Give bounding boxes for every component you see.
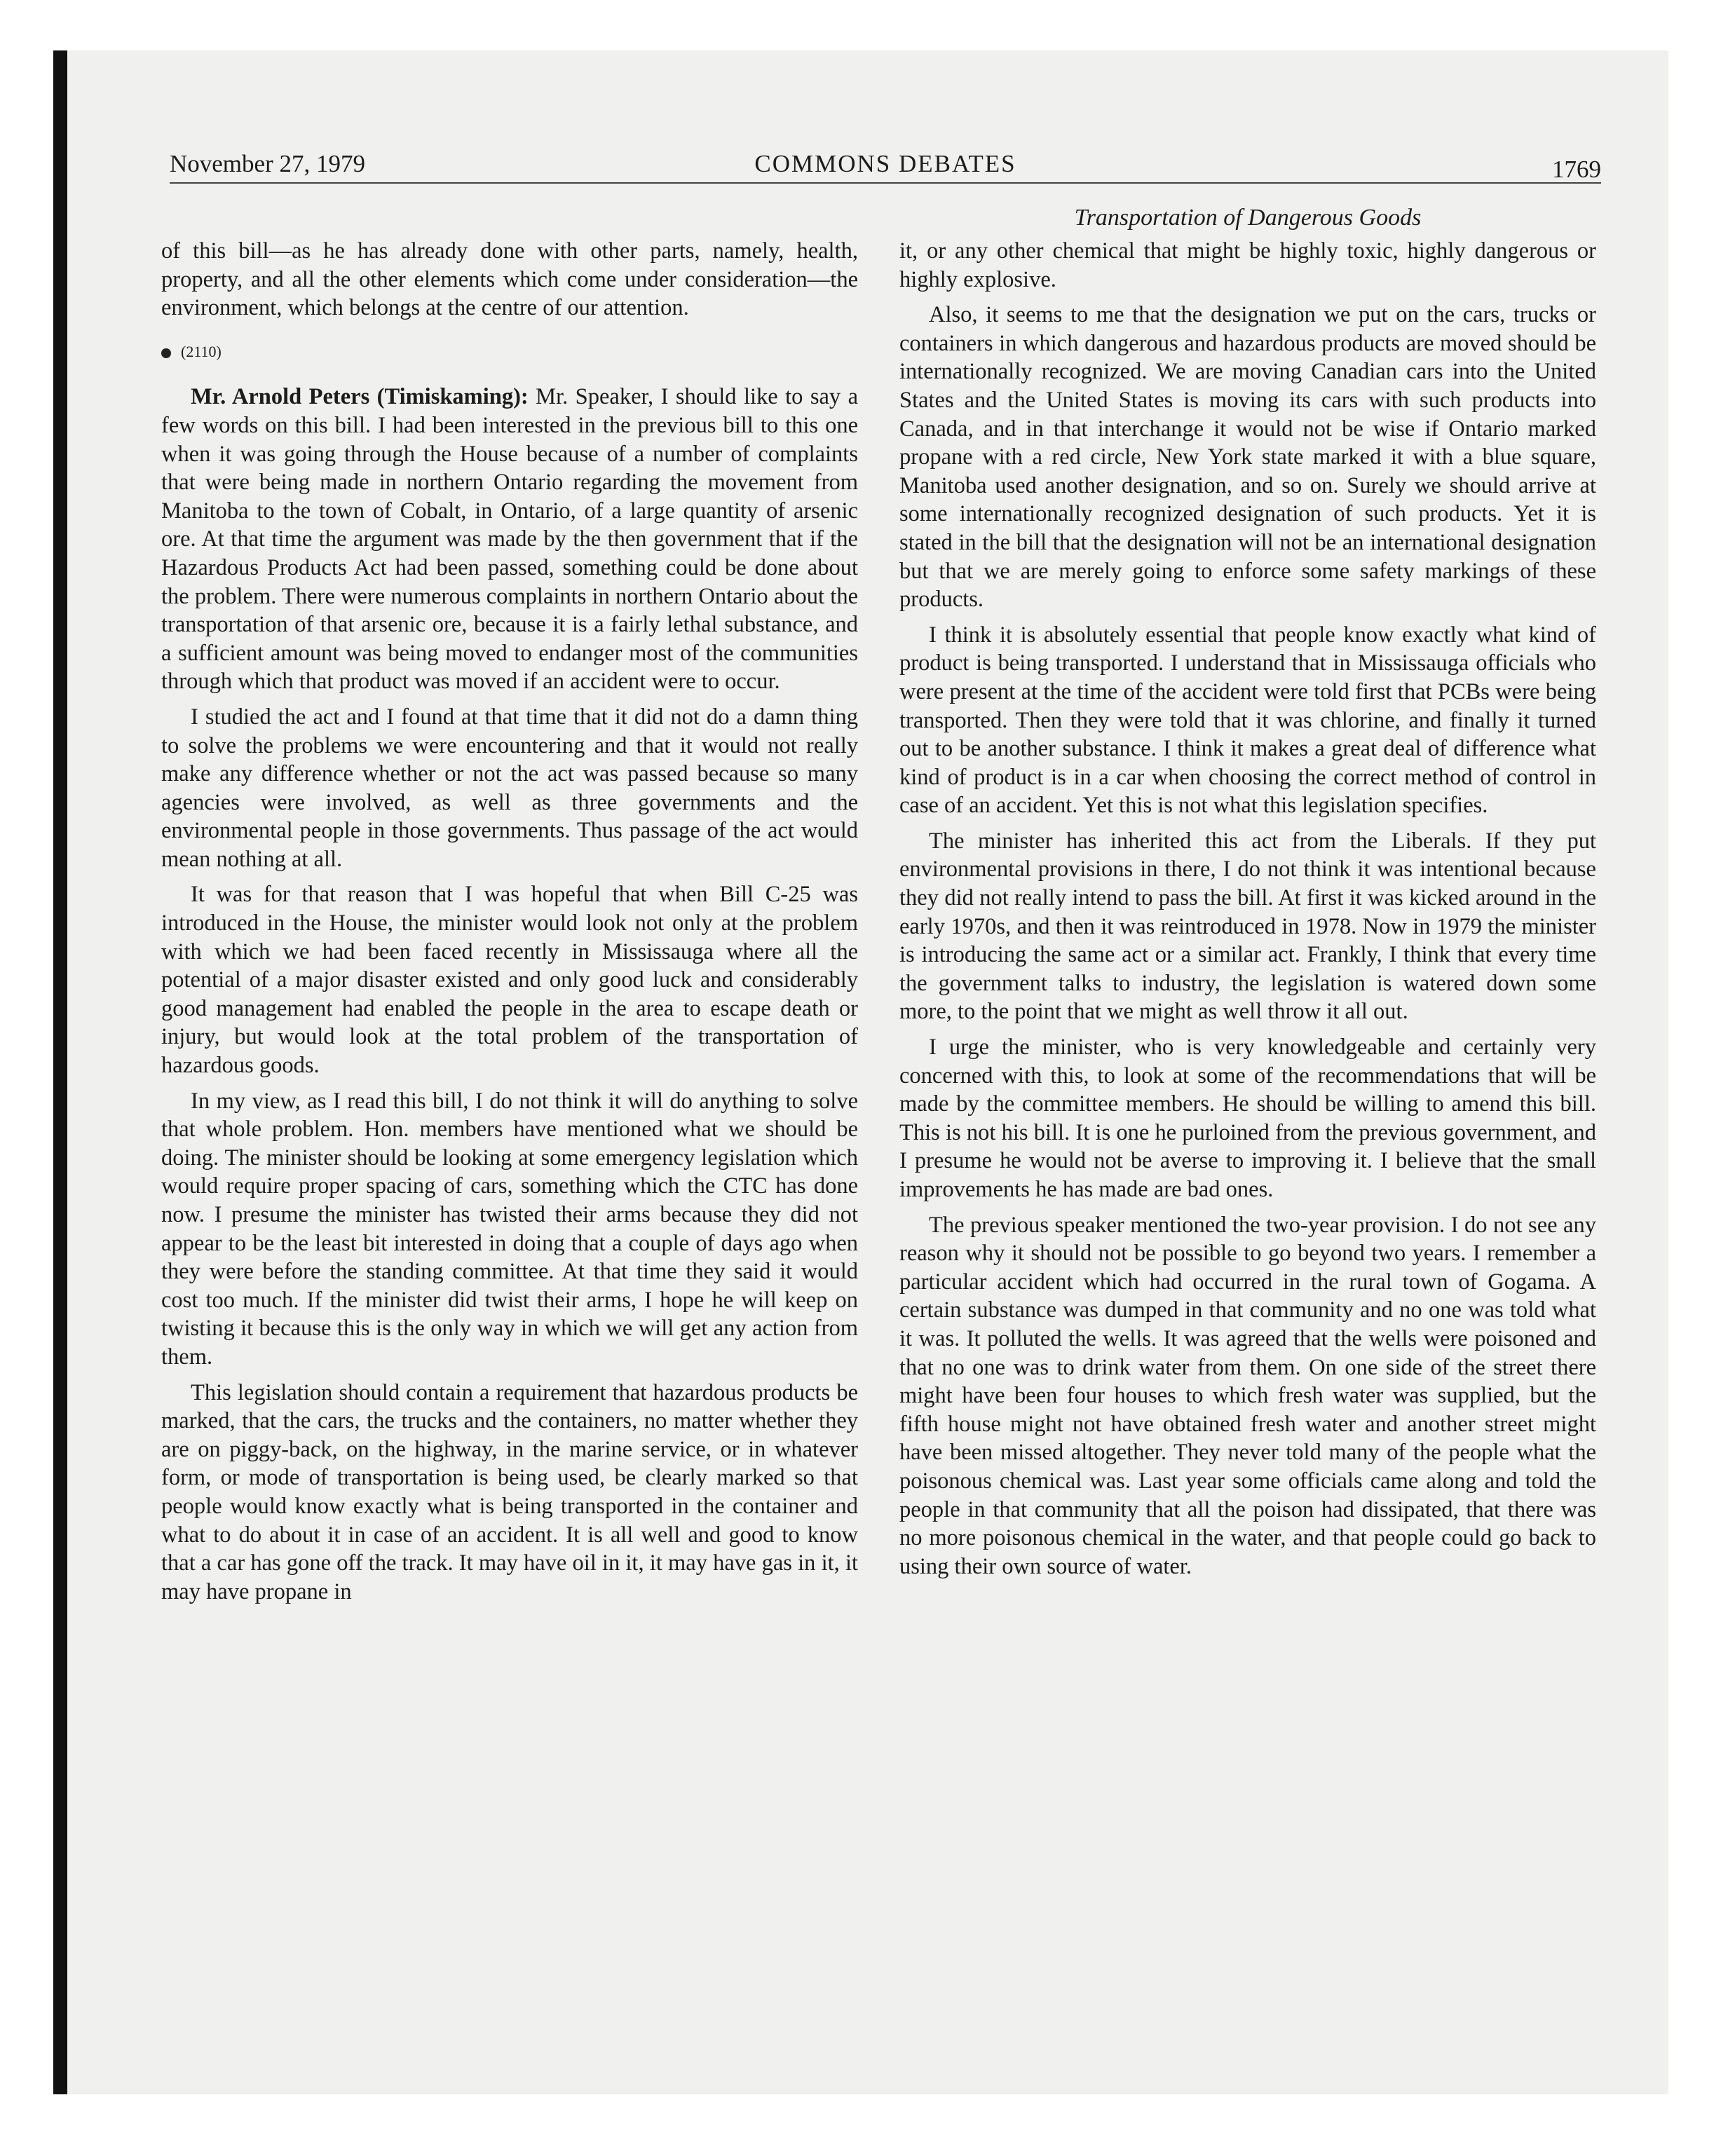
header-publication: COMMONS DEBATES bbox=[754, 150, 1016, 177]
paragraph: It was for that reason that I was hopeful that when Bill C-25 was introduced in the House, the minister would look not only at the problem with which we had been faced recently in Mississauga where all the potential of a major disaster existed and only good luck and considerably good management had enabled the people in the area to escape death or injury, but would look at the total problem of the transportation of hazardous goods. bbox=[161, 882, 858, 1079]
paragraph: This legislation should contain a requirement that hazardous products be marked, that the cars, the trucks and the containers, no matter whether they are on piggy-back, on the highway, in the marine service, or in whatever form, or mode of transportation is being used, be clearly marked so that people would know exactly what is being transported in the container and what to do about it in case of an accident. It is all well and good to know that a car has gone off the track. It may have oil in it, it may have gas in it, it may have propane in bbox=[161, 1379, 858, 1604]
paragraph: The minister has inherited this act from the Liberals. If they put environmental provisions in there, I do not think it was intentional because they did not really intend to pass the bill. At first it was kicked around in the early 1970s, and then it was reintroduced in 1978. Now in 1979 the minister is introducing the same act or a similar act. Frankly, I think that every time the government talks to industry, the legislation is watered down some more, to the point that we might as well throw it all out. bbox=[899, 828, 1596, 1025]
left-column bbox=[161, 237, 858, 1613]
time-marker-text: (2110) bbox=[181, 342, 222, 360]
paragraph: it, or any other chemical that might be highly toxic, highly dangerous or highly explosive. bbox=[899, 238, 1596, 292]
paragraph bbox=[161, 383, 858, 696]
speaker-name: Mr. Arnold Peters (Timiskaming): bbox=[191, 384, 529, 410]
binding-edge bbox=[53, 50, 67, 2094]
paragraph: Also, it seems to me that the designation we put on the cars, trucks or containers in which dangerous and hazardous products are moved should be internationally recognized. We are moving Canadian cars into the United States and the United States is moving its cars with such products into Canada, and in that interchange it would not be wise if Ontario marked propane with a red circle, New York state marked it with a blue square, Manitoba used another designation, and so on. Surely we should arrive at some internationally recognized designation of such products. Yet it is stated in the bill that the designation will not be an international designation but that we are merely going to enforce some safety markings of these products. bbox=[899, 302, 1596, 613]
speech-text: Mr. Speaker, I should like to say a few words on this bill. I had been interested in the previous bill to this one when it was going through the House because of a number of complaints that were being made in northern Ontario regarding the movement from Manitoba to the town of Cobalt, in Ontario, of a large quantity of arsenic ore. At that time the argument was made by the then government that if the Hazardous Products Act had been passed, something could be done about the problem. There were numerous complaints in northern Ontario about the transportation of that arsenic ore, because it is a fairly lethal substance, and a sufficient amount was being moved to endanger most of the communities through which that product was moved if an accident were to occur. bbox=[161, 384, 858, 695]
paragraph: of this bill—as he has already done with other parts, namely, health, property, and all the other elements which come under consideration—the environment, which belongs at the centre of our attention. bbox=[161, 238, 858, 321]
time-marker bbox=[161, 338, 858, 367]
header-page-number: 1769 bbox=[1552, 156, 1601, 183]
paragraph: I think it is absolutely essential that people know exactly what kind of product is being transported. I understand that in Mississauga officials who were present at the time of the accident were told first that PCBs were being transported. Then they were told that it was chlorine, and finally it turned out to be another substance. I think it makes a great deal of difference what kind of product is in a car when choosing the correct method of control in case of an accident. Yet this is not what this legislation specifies. bbox=[899, 622, 1596, 819]
paragraph: In my view, as I read this bill, I do not think it will do anything to solve that whole problem. Hon. members have mentioned what we should be doing. The minister should be looking at some emergency legislation which would require proper spacing of cars, something which the CTC has done now. I presume the minister has twisted their arms because they did not appear to be the least bit interested in doing that a couple of days ago when they were before the standing committee. At that time they said it would cost too much. If the minister did twist their arms, I hope he will keep on twisting it because this is the only way in which we will get any action from them. bbox=[161, 1088, 858, 1370]
paragraph: I urge the minister, who is very knowledgeable and certainly very concerned with this, to look at some of the recommendations that will be made by the committee members. He should be willing to amend this bill. This is not his bill. It is one he purloined from the previous government, and I presume he would not be averse to improving it. I believe that the small improvements he has made are bad ones. bbox=[899, 1035, 1596, 1202]
paragraph: The previous speaker mentioned the two-year provision. I do not see any reason why it should not be possible to go beyond two years. I remember a particular accident which had occurred in the rural town of Gogama. A certain substance was dumped in that community and no one was told what it was. It polluted the wells. It was agreed that the wells were poisoned and that no one was to drink water from them. On one side of the street there might have been four houses to which fresh water was supplied, but the fifth house might not have obtained fresh water and another street might have been missed altogether. They never told many of the people what the poisonous chemical was. Last year some officials came along and told the people in that community that all the poison had dissipated, that there was no more poisonous chemical in the water, and that people could go back to using their own source of water. bbox=[899, 1212, 1596, 1579]
header-date: November 27, 1979 bbox=[170, 150, 365, 177]
page-header bbox=[170, 147, 1601, 184]
bullet-icon bbox=[161, 348, 171, 358]
paragraph: I studied the act and I found at that time that it did not do a damn thing to solve the problems we were encountering and that it would not really make any difference whether or not the act was passed because so many agencies were involved, as well as three governments and the environmental people in those governments. Thus passage of the act would mean nothing at all. bbox=[161, 704, 858, 872]
subject-heading: Transportation of Dangerous Goods bbox=[1074, 205, 1422, 231]
right-column bbox=[899, 237, 1596, 1588]
